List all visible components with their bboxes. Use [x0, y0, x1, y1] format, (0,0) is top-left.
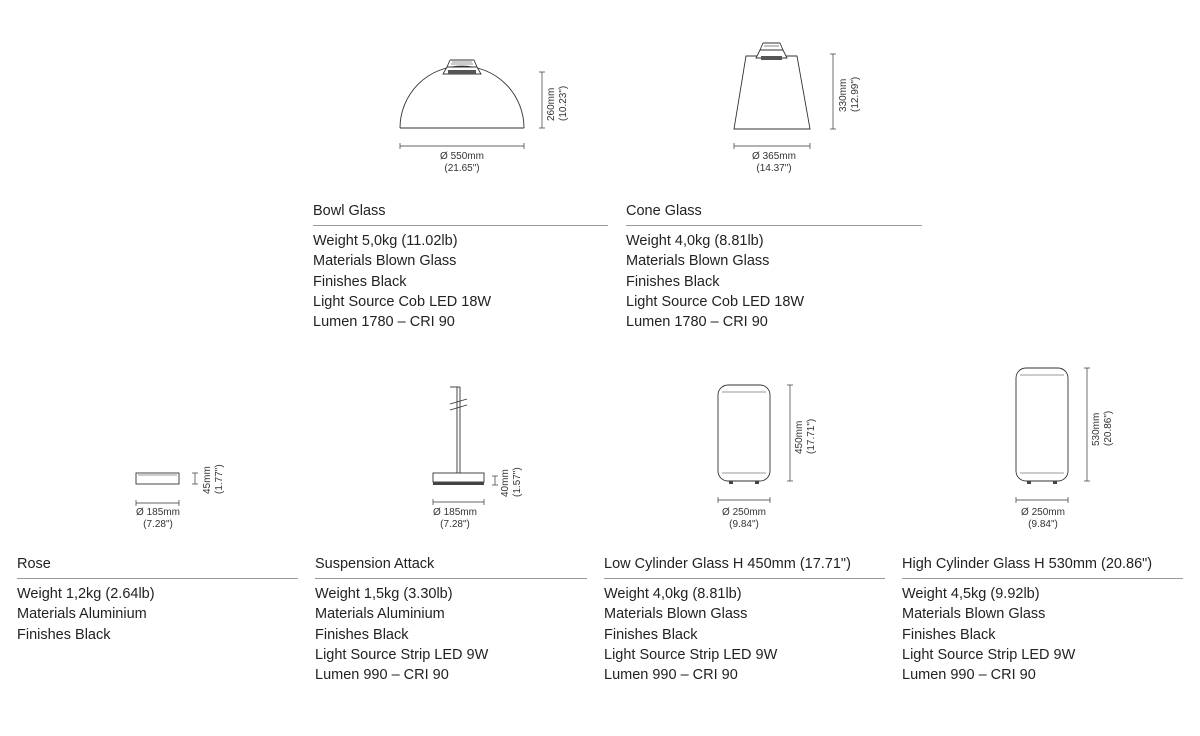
spec-lumen: Lumen 990 – CRI 90 — [902, 667, 1036, 684]
spec-finishes: Finishes Black — [604, 626, 698, 643]
spec-weight: Weight 4,5kg (9.92lb) — [902, 586, 1040, 602]
bowl-glass-spec — [313, 202, 608, 332]
low-cylinder-glass-spec — [604, 555, 885, 685]
spec-finishes: Finishes Black — [17, 626, 111, 643]
cone-glass-height-dimension: 330mm (12.99") — [838, 76, 861, 112]
product-name: Cone Glass — [626, 202, 922, 226]
rose-drawing — [130, 466, 210, 511]
product-name: Low Cylinder Glass H 450mm (17.71") — [604, 555, 885, 579]
spec-materials: Materials Blown Glass — [604, 606, 748, 623]
spec-finishes: Finishes Black — [626, 273, 720, 290]
spec-finishes: Finishes Black — [902, 626, 996, 643]
spec-materials: Materials Aluminium — [17, 606, 147, 623]
product-name: Suspension Attack — [315, 555, 587, 579]
spec-lumen: Lumen 1780 – CRI 90 — [313, 314, 455, 331]
spec-light-source: Light Source Strip LED 9W — [604, 646, 778, 663]
high-cylinder-glass-height-dimension: 530mm (20.86") — [1091, 410, 1114, 446]
product-name: Bowl Glass — [313, 202, 608, 226]
low-cylinder-glass-width-dimension: Ø 250mm (9.84") — [722, 507, 766, 530]
high-cylinder-glass-width-dimension: Ø 250mm (9.84") — [1021, 507, 1065, 530]
spec-light-source: Light Source Strip LED 9W — [902, 646, 1076, 663]
product-name: High Cylinder Glass H 530mm (20.86") — [902, 555, 1183, 579]
spec-light-source: Light Source Cob LED 18W — [313, 293, 492, 310]
low-cylinder-glass-height-dimension: 450mm (17.71") — [794, 418, 817, 454]
suspension-attack-height-dimension: 40mm (1.57") — [500, 467, 523, 497]
rose-height-dimension: 45mm (1.77") — [202, 464, 225, 494]
spec-lumen: Lumen 990 – CRI 90 — [315, 667, 449, 684]
cone-glass-spec — [626, 202, 922, 332]
high-cylinder-glass-spec — [902, 555, 1183, 685]
spec-light-source: Light Source Cob LED 18W — [626, 293, 805, 310]
spec-weight: Weight 5,0kg (11.02lb) — [313, 233, 458, 249]
spec-light-source: Light Source Strip LED 9W — [315, 646, 489, 663]
spec-materials: Materials Blown Glass — [902, 606, 1046, 623]
rose-width-dimension: Ø 185mm (7.28") — [136, 507, 180, 530]
suspension-attack-width-dimension: Ø 185mm (7.28") — [433, 507, 477, 530]
spec-weight: Weight 1,5kg (3.30lb) — [315, 586, 453, 602]
spec-lumen: Lumen 1780 – CRI 90 — [626, 314, 768, 331]
suspension-attack-spec — [315, 555, 587, 685]
product-name: Rose — [17, 555, 298, 579]
cone-glass-width-dimension: Ø 365mm (14.37") — [752, 151, 796, 174]
spec-materials: Materials Blown Glass — [626, 253, 770, 270]
spec-materials: Materials Aluminium — [315, 606, 445, 623]
bowl-glass-height-dimension: 260mm (10.23") — [546, 85, 569, 121]
spec-materials: Materials Blown Glass — [313, 253, 457, 270]
spec-finishes: Finishes Black — [313, 273, 407, 290]
rose-spec — [17, 555, 298, 645]
spec-weight: Weight 1,2kg (2.64lb) — [17, 586, 155, 602]
spec-lumen: Lumen 990 – CRI 90 — [604, 667, 738, 684]
spec-weight: Weight 4,0kg (8.81lb) — [604, 586, 742, 602]
bowl-glass-width-dimension: Ø 550mm (21.65") — [440, 151, 484, 174]
spec-finishes: Finishes Black — [315, 626, 409, 643]
spec-weight: Weight 4,0kg (8.81lb) — [626, 233, 764, 249]
